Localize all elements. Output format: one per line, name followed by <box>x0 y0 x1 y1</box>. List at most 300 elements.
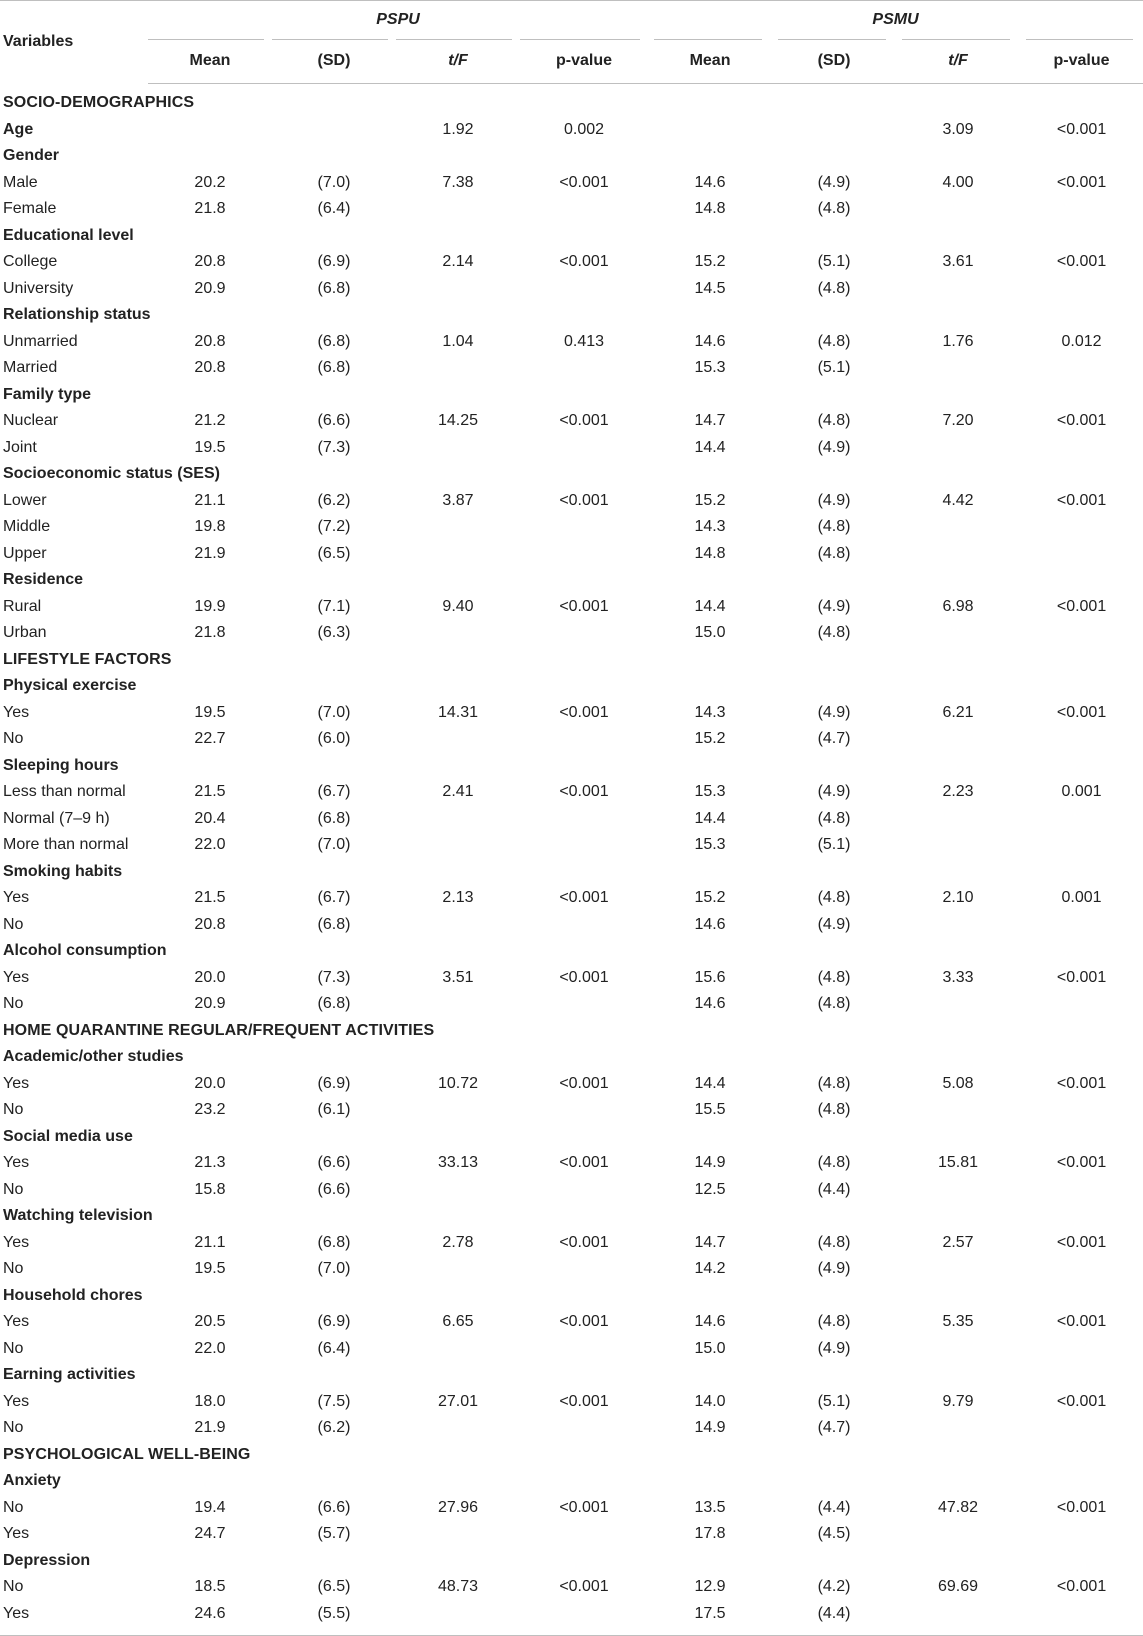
category-label: Depression <box>3 1551 91 1569</box>
pspu-mean-cell: 20.0 <box>194 968 226 986</box>
psmu-sd-cell: (4.2) <box>817 1578 851 1595</box>
row-label: Yes <box>3 1154 30 1171</box>
pspu-mean-cell: 20.9 <box>194 995 226 1012</box>
pspu-pvalue-cell: <0.001 <box>559 597 609 615</box>
pspu-pvalue-cell <box>520 276 648 303</box>
psmu-mean-cell: 15.2 <box>694 730 726 747</box>
pspu-sd-cell: (6.4) <box>317 200 351 217</box>
category-row <box>0 223 1143 250</box>
category-label: Alcohol consumption <box>3 942 167 959</box>
pspu-sd-cell: (6.5) <box>317 544 351 562</box>
pspu-tf-cell <box>396 1362 520 1389</box>
pspu-pvalue-cell: 0.413 <box>563 332 605 350</box>
psmu-tf-cell <box>896 1124 1020 1151</box>
psmu-pvalue-cell: <0.001 <box>1056 173 1107 191</box>
psmu-sd-cell: (4.8) <box>817 1233 851 1251</box>
pspu-sd-cell: (7.0) <box>317 703 351 721</box>
pspu-mean-cell: 20.0 <box>194 1074 226 1092</box>
pspu-sd-cell <box>272 1468 396 1495</box>
psmu-mean-cell: 12.9 <box>694 1578 726 1595</box>
psmu-pvalue-cell: <0.001 <box>1056 1313 1107 1330</box>
psmu-pvalue-cell: <0.001 <box>1056 703 1107 721</box>
pspu-mean-cell: 24.7 <box>194 1525 226 1542</box>
pspu-tf-cell <box>396 647 520 674</box>
pspu-pvalue-cell <box>520 382 648 409</box>
psmu-tf-cell <box>896 1521 1020 1548</box>
row-label: Yes <box>3 1525 30 1542</box>
pspu-tf-cell <box>396 355 520 382</box>
pspu-sd-cell: (6.2) <box>317 1419 351 1436</box>
psmu-mean-cell <box>648 1362 772 1389</box>
category-label: Family type <box>3 385 92 403</box>
pspu-mean-cell: 21.8 <box>194 200 226 217</box>
psmu-sd-cell <box>772 1018 896 1045</box>
pspu-sd-cell: (7.0) <box>317 173 351 191</box>
pspu-tf-cell: 2.14 <box>442 253 474 270</box>
pspu-sd-cell: (6.9) <box>317 1313 351 1330</box>
psmu-sd-cell: (4.8) <box>817 200 851 217</box>
psmu-sd-cell: (4.9) <box>817 915 851 933</box>
pspu-pvalue-cell: <0.001 <box>559 253 609 270</box>
table-row <box>0 408 1143 435</box>
psmu-tf-cell <box>896 1203 1020 1230</box>
category-row <box>0 567 1143 594</box>
pspu-sd-cell: (6.1) <box>317 1101 351 1118</box>
psmu-pvalue-cell: <0.001 <box>1056 1498 1107 1516</box>
pspu-pvalue-cell <box>520 832 648 859</box>
psmu-tf-cell <box>896 1177 1020 1204</box>
psmu-tf-cell <box>896 223 1020 250</box>
pspu-tf-cell <box>396 1097 520 1124</box>
psmu-pvalue-cell <box>1020 302 1143 329</box>
table-row <box>0 806 1143 833</box>
pspu-tf-cell <box>396 1256 520 1283</box>
psmu-sd-cell: (4.8) <box>817 1074 851 1092</box>
psmu-tf-cell <box>896 1256 1020 1283</box>
pspu-pvalue-cell <box>520 859 648 886</box>
pspu-mean-cell <box>148 567 272 594</box>
row-label: Upper <box>3 544 47 562</box>
pspu-tf-cell: 3.51 <box>442 968 474 986</box>
pspu-tf-cell <box>396 302 520 329</box>
psmu-sd-cell <box>772 117 896 144</box>
row-label: Male <box>3 173 38 191</box>
pspu-pvalue-cell <box>520 1177 648 1204</box>
psmu-mean-cell: 13.5 <box>694 1498 726 1516</box>
pspu-pvalue-cell: <0.001 <box>559 1578 609 1595</box>
psmu-sd-cell: (5.1) <box>817 1392 851 1410</box>
psmu-tf-cell <box>896 806 1020 833</box>
pspu-tf-cell <box>396 991 520 1018</box>
pspu-mean-cell: 20.8 <box>194 332 226 350</box>
pspu-sd-cell: (6.0) <box>317 730 351 747</box>
psmu-sd-cell <box>772 673 896 700</box>
row-label: Rural <box>3 597 42 615</box>
table-row <box>0 1309 1143 1336</box>
pspu-mean-cell <box>148 1283 272 1310</box>
pspu-sd-cell: (7.0) <box>317 1260 351 1277</box>
psmu-pvalue-cell <box>1020 1442 1143 1469</box>
pspu-sd-cell <box>272 1362 396 1389</box>
pspu-sd-cell: (6.8) <box>317 995 351 1012</box>
psmu-pvalue-cell <box>1020 143 1143 170</box>
psmu-pvalue-cell: <0.001 <box>1056 491 1107 509</box>
pspu-sd-cell <box>272 1442 396 1469</box>
category-row <box>0 1548 1143 1575</box>
pspu-mean-cell <box>148 673 272 700</box>
psmu-group-header: PSMU <box>872 11 919 28</box>
psmu-tf-cell <box>896 1018 1020 1045</box>
pspu-sd-cell: (6.8) <box>317 332 351 350</box>
category-row <box>0 673 1143 700</box>
psmu-tf-cell <box>896 355 1020 382</box>
pspu-sd-cell <box>272 567 396 594</box>
pspu-mean-cell <box>148 1124 272 1151</box>
psmu-tf-cell <box>896 1415 1020 1442</box>
category-row <box>0 938 1143 965</box>
pspu-tf-cell: 7.38 <box>442 173 474 191</box>
psmu-tf-cell: 3.33 <box>942 968 974 986</box>
psmu-pvalue-cell <box>1020 1097 1143 1124</box>
pspu-tf-cell <box>396 620 520 647</box>
psmu-sd-cell <box>772 859 896 886</box>
psmu-sd-cell: (4.8) <box>817 1101 851 1118</box>
psmu-sd-cell <box>772 753 896 780</box>
pspu-tf-cell: 9.40 <box>442 597 474 615</box>
pspu-pvalue-cell <box>520 1044 648 1071</box>
table-row <box>0 276 1143 303</box>
psmu-pvalue-cell: <0.001 <box>1056 968 1107 986</box>
psmu-pvalue-cell <box>1020 1362 1143 1389</box>
row-label: Yes <box>3 1604 30 1622</box>
pspu-pvalue-cell <box>520 435 648 462</box>
pspu-pvalue-cell: <0.001 <box>559 1392 609 1410</box>
section-row <box>0 647 1143 674</box>
psmu-tf-cell <box>896 832 1020 859</box>
psmu-mean-cell: 14.6 <box>694 995 726 1012</box>
row-label: Urban <box>3 624 47 641</box>
pspu-sd-cell <box>272 117 396 144</box>
table-row <box>0 355 1143 382</box>
pspu-sd-cell: (6.8) <box>317 1233 351 1251</box>
pspu-mean-cell: 22.7 <box>194 730 226 747</box>
row-label: Yes <box>3 968 30 986</box>
psmu-tf-cell <box>896 514 1020 541</box>
psmu-tf-cell <box>896 90 1020 117</box>
row-label: Middle <box>3 518 51 535</box>
psmu-mean-cell <box>648 223 772 250</box>
psmu-sd-cell <box>772 1442 896 1469</box>
psmu-tf-cell <box>896 1442 1020 1469</box>
psmu-mean-cell <box>648 1124 772 1151</box>
psmu-sd-cell <box>772 143 896 170</box>
pspu-tf-cell <box>396 514 520 541</box>
pspu-tf-cell: 1.04 <box>442 332 474 350</box>
row-label: Yes <box>3 703 30 721</box>
category-label: Physical exercise <box>3 677 137 694</box>
pspu-tf-cell <box>396 832 520 859</box>
psmu-tf-cell <box>896 1097 1020 1124</box>
psmu-pvalue-cell <box>1020 806 1143 833</box>
psmu-mean-cell: 15.3 <box>694 359 726 376</box>
pspu-tf-cell <box>396 673 520 700</box>
psmu-sd-cell: (5.1) <box>817 253 851 270</box>
psmu-tf-cell: 7.20 <box>942 412 974 429</box>
psmu-tf-cell <box>896 726 1020 753</box>
row-label: Female <box>3 200 57 217</box>
psmu-mean-cell <box>648 1548 772 1575</box>
psmu-pvalue-cell: <0.001 <box>1056 120 1107 138</box>
category-label: Social media use <box>3 1127 133 1145</box>
row-label: Yes <box>3 1392 30 1410</box>
pspu-pvalue-cell <box>520 726 648 753</box>
psmu-mean-cell <box>648 302 772 329</box>
pspu-pvalue-cell: <0.001 <box>559 491 609 509</box>
pspu-sd-cell: (6.9) <box>317 1074 351 1092</box>
table-row <box>0 435 1143 462</box>
pspu-tf-cell: 1.92 <box>442 120 474 138</box>
psmu-mean-cell <box>648 143 772 170</box>
pspu-pvalue-cell <box>520 1124 648 1151</box>
pspu-mean-cell <box>148 117 272 144</box>
pspu-pvalue-cell <box>520 567 648 594</box>
pspu-sd-cell <box>272 1203 396 1230</box>
category-row <box>0 1283 1143 1310</box>
pspu-tf-cell <box>396 1124 520 1151</box>
category-row <box>0 753 1143 780</box>
row-label: Yes <box>3 1074 30 1092</box>
psmu-tf-cell <box>896 567 1020 594</box>
category-label: Earning activities <box>3 1366 136 1383</box>
pspu-mean-cell: 19.9 <box>194 597 226 615</box>
psmu-sd-cell: (4.9) <box>817 1339 851 1357</box>
pspu-pvalue-cell <box>520 355 648 382</box>
psmu-mean-cell: 15.3 <box>694 783 726 800</box>
table-row <box>0 1336 1143 1363</box>
psmu-mean-cell <box>648 1044 772 1071</box>
table-row <box>0 620 1143 647</box>
psmu-pvalue-cell <box>1020 435 1143 462</box>
category-label: Educational level <box>3 226 134 244</box>
column-header-sd: (SD) <box>772 39 896 84</box>
psmu-pvalue-cell <box>1020 912 1143 939</box>
psmu-pvalue-cell <box>1020 1177 1143 1204</box>
category-row <box>0 117 1143 144</box>
pspu-sd-cell: (6.4) <box>317 1339 351 1357</box>
table-row <box>0 832 1143 859</box>
psmu-tf-cell <box>896 461 1020 488</box>
category-row <box>0 143 1143 170</box>
table-row <box>0 1256 1143 1283</box>
category-row <box>0 1468 1143 1495</box>
table-row <box>0 965 1143 992</box>
pspu-pvalue-cell: <0.001 <box>559 412 609 429</box>
pspu-pvalue-cell <box>520 302 648 329</box>
pspu-tf-cell <box>396 1521 520 1548</box>
table-row <box>0 1415 1143 1442</box>
category-label: Age <box>3 120 34 138</box>
pspu-pvalue-cell <box>520 991 648 1018</box>
pspu-tf-cell: 33.13 <box>437 1154 479 1171</box>
pspu-sd-cell: (6.5) <box>317 1578 351 1595</box>
psmu-mean-cell: 15.5 <box>694 1101 726 1118</box>
pspu-sd-cell: (6.8) <box>317 809 351 827</box>
pspu-pvalue-cell <box>520 143 648 170</box>
psmu-tf-cell: 2.10 <box>942 889 974 906</box>
row-label: No <box>3 995 24 1012</box>
psmu-mean-cell: 14.8 <box>694 544 726 562</box>
pspu-tf-cell <box>396 726 520 753</box>
row-label: No <box>3 1339 24 1357</box>
pspu-sd-cell <box>272 1283 396 1310</box>
psmu-pvalue-cell <box>1020 1283 1143 1310</box>
psmu-pvalue-cell <box>1020 196 1143 223</box>
section-row <box>0 1018 1143 1045</box>
row-label: No <box>3 1578 24 1595</box>
pspu-sd-cell: (7.1) <box>317 597 351 615</box>
pspu-mean-cell: 20.4 <box>194 809 226 827</box>
pspu-mean-cell: 22.0 <box>194 836 226 853</box>
column-header-tf: t/F <box>396 39 520 84</box>
psmu-mean-cell: 14.7 <box>694 1233 726 1251</box>
category-label: Academic/other studies <box>3 1048 184 1065</box>
column-header-pvalue: p-value <box>1020 39 1143 84</box>
pspu-tf-cell: 14.25 <box>437 412 479 429</box>
psmu-pvalue-cell <box>1020 1601 1143 1628</box>
pspu-group-header: PSPU <box>376 11 420 28</box>
pspu-tf-cell <box>396 276 520 303</box>
pspu-tf-cell <box>396 143 520 170</box>
psmu-sd-cell <box>772 567 896 594</box>
pspu-mean-cell <box>148 302 272 329</box>
psmu-sd-cell: (4.8) <box>817 544 851 562</box>
pspu-sd-cell <box>272 461 396 488</box>
pspu-pvalue-cell: <0.001 <box>559 783 609 800</box>
psmu-pvalue-cell <box>1020 726 1143 753</box>
psmu-tf-cell: 69.69 <box>937 1578 979 1595</box>
pspu-mean-cell: 18.0 <box>194 1392 226 1410</box>
psmu-pvalue-cell <box>1020 673 1143 700</box>
psmu-tf-cell: 4.42 <box>942 491 974 509</box>
table-row <box>0 1150 1143 1177</box>
psmu-mean-cell: 15.0 <box>694 1339 726 1357</box>
psmu-tf-cell <box>896 276 1020 303</box>
column-header-tf: t/F <box>896 39 1020 84</box>
psmu-mean-cell: 14.3 <box>694 703 726 721</box>
psmu-tf-cell: 6.98 <box>942 597 974 615</box>
pspu-pvalue-cell <box>520 1203 648 1230</box>
row-label: No <box>3 1180 24 1198</box>
table-row <box>0 1601 1143 1628</box>
psmu-tf-cell <box>896 541 1020 568</box>
row-label: No <box>3 1419 24 1436</box>
psmu-tf-cell <box>896 938 1020 965</box>
pspu-tf-cell: 10.72 <box>437 1074 479 1092</box>
psmu-tf-cell: 2.23 <box>942 783 974 800</box>
psmu-tf-cell <box>896 1362 1020 1389</box>
pspu-sd-cell <box>272 938 396 965</box>
table-bottom-rule <box>0 1627 1143 1636</box>
psmu-tf-cell <box>896 912 1020 939</box>
psmu-tf-cell: 47.82 <box>937 1498 979 1516</box>
psmu-sd-cell: (4.4) <box>817 1180 851 1198</box>
row-label: Nuclear <box>3 412 59 429</box>
psmu-sd-cell: (5.1) <box>817 836 851 853</box>
psmu-mean-cell <box>648 567 772 594</box>
table-row <box>0 196 1143 223</box>
pspu-mean-cell: 21.5 <box>194 889 226 906</box>
psmu-mean-cell: 14.8 <box>694 200 726 217</box>
psmu-mean-cell <box>648 1442 772 1469</box>
table-row <box>0 329 1143 356</box>
psmu-sd-cell: (4.7) <box>817 1419 851 1436</box>
psmu-sd-cell: (4.9) <box>817 703 851 721</box>
row-label: Normal (7–9 h) <box>3 809 110 827</box>
pspu-sd-cell: (6.8) <box>317 279 351 297</box>
pspu-tf-cell: 48.73 <box>437 1578 479 1595</box>
psmu-sd-cell <box>772 1362 896 1389</box>
pspu-mean-cell: 20.8 <box>194 253 226 270</box>
psmu-mean-cell: 15.3 <box>694 836 726 853</box>
psmu-mean-cell: 14.2 <box>694 1260 726 1277</box>
psmu-sd-cell: (4.8) <box>817 332 851 350</box>
pspu-pvalue-cell <box>520 1336 648 1363</box>
psmu-tf-cell <box>896 1548 1020 1575</box>
psmu-mean-cell <box>648 753 772 780</box>
pspu-sd-cell: (6.7) <box>317 783 351 800</box>
psmu-sd-cell: (5.1) <box>817 359 851 376</box>
pspu-mean-cell: 21.1 <box>194 1233 226 1251</box>
pspu-pvalue-cell <box>520 90 648 117</box>
psmu-tf-cell <box>896 673 1020 700</box>
pspu-pvalue-cell: <0.001 <box>559 1074 609 1092</box>
pspu-sd-cell <box>272 1548 396 1575</box>
psmu-pvalue-cell: <0.001 <box>1056 1074 1107 1092</box>
pspu-pvalue-cell <box>520 461 648 488</box>
table-row <box>0 1071 1143 1098</box>
row-label: Married <box>3 359 58 376</box>
psmu-pvalue-cell <box>1020 1203 1143 1230</box>
pspu-pvalue-cell <box>520 938 648 965</box>
psmu-mean-cell: 14.6 <box>694 915 726 933</box>
row-label: No <box>3 1101 24 1118</box>
psmu-pvalue-cell: 0.001 <box>1061 889 1102 906</box>
row-label: Joint <box>3 438 37 456</box>
pspu-tf-cell <box>396 567 520 594</box>
category-row <box>0 382 1143 409</box>
psmu-pvalue-cell <box>1020 541 1143 568</box>
pspu-sd-cell: (6.6) <box>317 1154 351 1171</box>
section-label: PSYCHOLOGICAL WELL-BEING <box>3 1445 251 1463</box>
pspu-mean-cell: 19.5 <box>194 703 226 721</box>
psmu-tf-cell <box>896 753 1020 780</box>
pspu-pvalue-cell <box>520 673 648 700</box>
psmu-sd-cell: (4.9) <box>817 783 851 800</box>
psmu-sd-cell: (4.5) <box>817 1525 851 1542</box>
pspu-pvalue-cell: <0.001 <box>559 1154 609 1171</box>
pspu-pvalue-cell: <0.001 <box>559 1498 609 1516</box>
psmu-tf-cell <box>896 1283 1020 1310</box>
psmu-tf-cell: 9.79 <box>942 1392 974 1410</box>
psmu-mean-cell: 15.2 <box>694 491 726 509</box>
pspu-mean-cell: 19.4 <box>194 1498 226 1516</box>
pspu-mean-cell <box>148 1548 272 1575</box>
psmu-sd-cell: (4.8) <box>817 1154 851 1171</box>
category-label: Smoking habits <box>3 862 123 880</box>
psmu-mean-cell: 14.4 <box>694 809 726 827</box>
row-label: More than normal <box>3 836 129 853</box>
pspu-mean-cell <box>148 1468 272 1495</box>
